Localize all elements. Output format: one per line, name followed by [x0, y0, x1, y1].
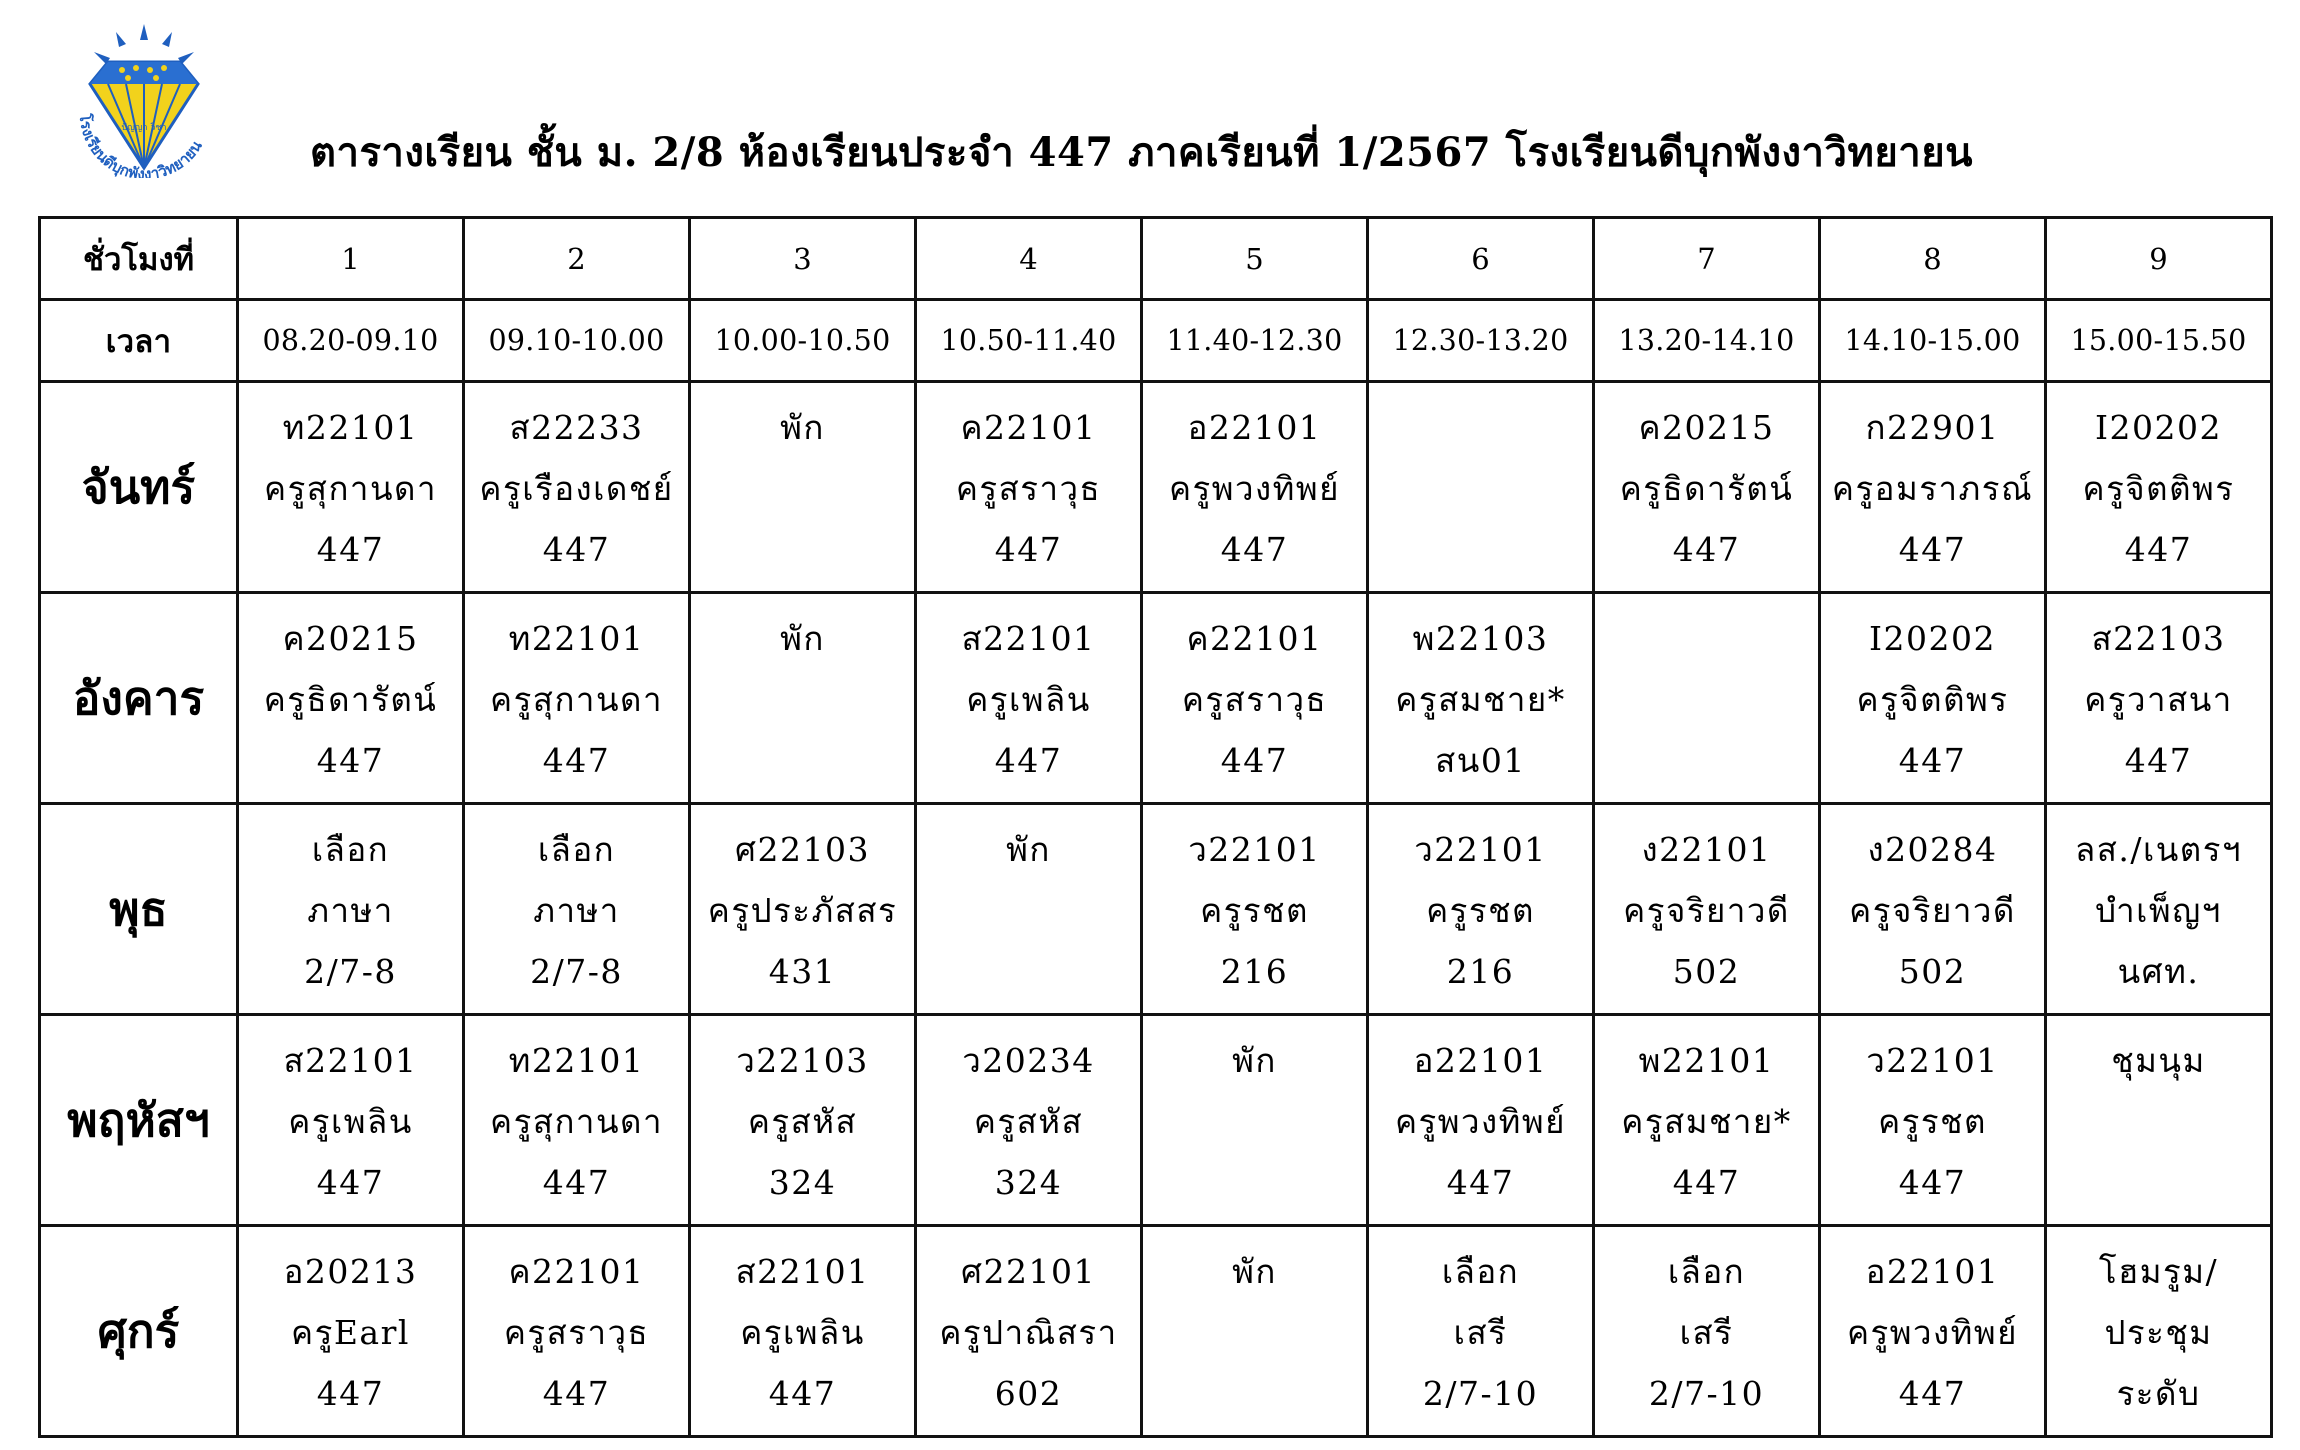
- period-number: 7: [1594, 218, 1820, 300]
- day-row: [40, 1226, 2272, 1437]
- slot-line-teacher: ครูสุกานดา: [264, 469, 437, 508]
- day-name: จันทร์: [40, 382, 238, 593]
- class-slot: [238, 1015, 464, 1226]
- slot-line-teacher: เสรี: [1679, 1313, 1734, 1352]
- slot-line-teacher: ครูสราวุธ: [955, 469, 1102, 508]
- slot-line-subject: อ22101: [1187, 408, 1322, 447]
- empty-slot: [1368, 382, 1594, 593]
- day-name: อังคาร: [40, 593, 238, 804]
- period-time: 10.00-10.50: [690, 300, 916, 382]
- slot-line-subject: ง20284: [1867, 830, 1998, 869]
- slot-line-subject: ส22103: [2091, 619, 2226, 658]
- slot-line-teacher: ครูสุกานดา: [490, 680, 663, 719]
- class-slot: [464, 382, 690, 593]
- class-slot: [1820, 593, 2046, 804]
- slot-line-teacher: ครูเพลิน: [288, 1102, 413, 1141]
- slot-line-teacher: ครูพวงทิพย์: [1394, 1102, 1567, 1141]
- slot-line-subject: ว22101: [1414, 830, 1547, 869]
- slot-line-subject: ว22101: [1188, 830, 1321, 869]
- period-number: 1: [238, 218, 464, 300]
- slot-line-room: 447: [542, 1374, 611, 1413]
- class-slot: [1368, 593, 1594, 804]
- slot-line-subject: โฮมรูม/: [2098, 1252, 2219, 1291]
- slot-line-room: ระดับ: [2116, 1374, 2201, 1413]
- slot-line-room: 447: [2124, 530, 2193, 569]
- slot-line-room: 447: [316, 1163, 385, 1202]
- slot-line-room: 447: [1898, 1163, 1967, 1202]
- slot-line-teacher: ครูเพลิน: [740, 1313, 865, 1352]
- class-slot: [916, 593, 1142, 804]
- slot-line-room: 447: [1898, 1374, 1967, 1413]
- slot-line-subject: อ22101: [1413, 1041, 1548, 1080]
- class-slot: [1594, 1226, 1820, 1437]
- slot-line-teacher: ครูEarl: [291, 1313, 410, 1352]
- slot-line-room: 502: [1672, 952, 1741, 991]
- slot-line-subject: ส22101: [283, 1041, 418, 1080]
- slot-line-subject: ค22101: [960, 408, 1097, 447]
- slot-line-room: 324: [768, 1163, 837, 1202]
- day-row: [40, 593, 2272, 804]
- class-slot: [1142, 1226, 1368, 1437]
- slot-line-subject: พัก: [1232, 1041, 1277, 1080]
- slot-line-subject: พัก: [1006, 830, 1051, 869]
- class-slot: [464, 1015, 690, 1226]
- slot-line-room: นศท.: [2117, 952, 2200, 991]
- class-slot: [690, 382, 916, 593]
- slot-line-teacher: ครูจิตติพร: [1856, 680, 2009, 719]
- slot-line-subject: ค20215: [282, 619, 419, 658]
- slot-line-teacher: ครูรชต: [1200, 891, 1309, 930]
- day-row: [40, 382, 2272, 593]
- period-number: 4: [916, 218, 1142, 300]
- slot-line-teacher: เสรี: [1453, 1313, 1508, 1352]
- class-slot: [464, 804, 690, 1015]
- slot-line-subject: ท22101: [508, 1041, 645, 1080]
- logo-motto: ปัญญา วิชา: [121, 123, 167, 133]
- period-time: 15.00-15.50: [2046, 300, 2272, 382]
- class-slot: [1368, 1226, 1594, 1437]
- slot-line-teacher: ครูสมชาย*: [1395, 680, 1566, 719]
- day-name: พุธ: [40, 804, 238, 1015]
- class-slot: [1820, 1015, 2046, 1226]
- slot-line-teacher: ประชุม: [2104, 1313, 2213, 1352]
- class-slot: [916, 1015, 1142, 1226]
- class-slot: [1594, 804, 1820, 1015]
- logo-school-name: โรงเรียนดีบุกพังงาวิทยายน: [75, 113, 206, 178]
- day-name: ศุกร์: [40, 1226, 238, 1437]
- class-slot: [2046, 382, 2272, 593]
- slot-line-room: 447: [1672, 1163, 1741, 1202]
- slot-line-room: 431: [768, 952, 837, 991]
- class-slot: [1142, 593, 1368, 804]
- diamond-emblem-icon: [52, 18, 222, 178]
- slot-line-room: 216: [1446, 952, 1515, 991]
- slot-line-teacher: ครูธิดารัตน์: [1619, 469, 1794, 508]
- slot-line-subject: ส22101: [961, 619, 1096, 658]
- slot-line-room: 2/7-10: [1648, 1374, 1765, 1413]
- slot-line-subject: ว22103: [736, 1041, 869, 1080]
- period-number: 8: [1820, 218, 2046, 300]
- slot-line-room: 447: [1220, 741, 1289, 780]
- slot-line-teacher: ครูจริยาวดี: [1849, 891, 2016, 930]
- slot-line-subject: พ22103: [1412, 619, 1549, 658]
- slot-line-teacher: ครูสหัส: [973, 1102, 1084, 1141]
- slot-line-room: 447: [768, 1374, 837, 1413]
- class-slot: [1820, 1226, 2046, 1437]
- slot-line-room: 447: [316, 741, 385, 780]
- slot-line-room: 2/7-8: [304, 952, 397, 991]
- slot-line-subject: ศ22103: [735, 830, 870, 869]
- class-slot: [1142, 1015, 1368, 1226]
- slot-line-subject: ว20234: [962, 1041, 1095, 1080]
- class-slot: [1368, 1015, 1594, 1226]
- period-time: 12.30-13.20: [1368, 300, 1594, 382]
- page-title: ตารางเรียน ชั้น ม. 2/8 ห้องเรียนประจำ 447 ภาคเรียนที่ 1/2567 โรงเรียนดีบุกพังงาวิทยายน: [310, 129, 1974, 176]
- class-slot: [1594, 1015, 1820, 1226]
- slot-line-subject: เลือก: [537, 830, 616, 869]
- class-slot: [690, 1226, 916, 1437]
- slot-line-room: 447: [542, 741, 611, 780]
- slot-line-room: 447: [1898, 741, 1967, 780]
- slot-line-subject: เลือก: [1667, 1252, 1746, 1291]
- period-header-row: [40, 218, 2272, 300]
- slot-line-teacher: ครูเพลิน: [966, 680, 1091, 719]
- class-slot: [690, 804, 916, 1015]
- slot-line-teacher: ครูธิดารัตน์: [263, 680, 438, 719]
- slot-line-subject: ท22101: [508, 619, 645, 658]
- slot-line-room: สน01: [1435, 741, 1526, 780]
- slot-line-subject: ค22101: [508, 1252, 645, 1291]
- slot-line-subject: อ22101: [1865, 1252, 2000, 1291]
- period-label: ชั่วโมงที่: [40, 218, 238, 300]
- slot-line-subject: ส22101: [735, 1252, 870, 1291]
- slot-line-subject: ศ22101: [961, 1252, 1096, 1291]
- class-slot: [1142, 804, 1368, 1015]
- day-name: พฤหัสฯ: [40, 1015, 238, 1226]
- period-number: 5: [1142, 218, 1368, 300]
- period-time: 09.10-10.00: [464, 300, 690, 382]
- class-slot: [238, 382, 464, 593]
- slot-line-teacher: ภาษา: [307, 891, 394, 930]
- slot-line-subject: ลส./เนตรฯ: [2075, 830, 2242, 869]
- slot-line-teacher: ครูสราวุธ: [1181, 680, 1328, 719]
- slot-line-teacher: ครูสมชาย*: [1621, 1102, 1792, 1141]
- class-slot: [916, 1226, 1142, 1437]
- slot-line-subject: I20202: [2094, 408, 2222, 447]
- period-time: 13.20-14.10: [1594, 300, 1820, 382]
- slot-line-subject: เลือก: [311, 830, 390, 869]
- slot-line-subject: ชุมนุม: [2111, 1041, 2206, 1080]
- class-slot: [690, 593, 916, 804]
- period-time: 08.20-09.10: [238, 300, 464, 382]
- slot-line-teacher: ครูประภัสสร: [707, 891, 898, 930]
- class-slot: [916, 382, 1142, 593]
- time-label: เวลา: [40, 300, 238, 382]
- class-slot: [1820, 382, 2046, 593]
- day-row: [40, 1015, 2272, 1226]
- slot-line-teacher: ครูจิตติพร: [2082, 469, 2235, 508]
- period-number: 6: [1368, 218, 1594, 300]
- slot-line-teacher: ครูสุกานดา: [490, 1102, 663, 1141]
- slot-line-teacher: ครูสราวุธ: [503, 1313, 650, 1352]
- slot-line-teacher: ครูปาณิสรา: [939, 1313, 1118, 1352]
- slot-line-teacher: ครูอมราภรณ์: [1831, 469, 2034, 508]
- class-slot: [1820, 804, 2046, 1015]
- class-slot: [464, 1226, 690, 1437]
- slot-line-teacher: ครูรชต: [1426, 891, 1535, 930]
- day-row: [40, 804, 2272, 1015]
- slot-line-room: 447: [994, 530, 1063, 569]
- slot-line-room: 602: [994, 1374, 1063, 1413]
- timetable: [38, 216, 2273, 1438]
- slot-line-room: 447: [1672, 530, 1741, 569]
- slot-line-subject: ค20215: [1638, 408, 1775, 447]
- slot-line-teacher: ครูพวงทิพย์: [1168, 469, 1341, 508]
- class-slot: [2046, 1015, 2272, 1226]
- period-number: 3: [690, 218, 916, 300]
- slot-line-subject: ง22101: [1641, 830, 1772, 869]
- slot-line-teacher: ครูเรืองเดชย์: [479, 469, 674, 508]
- slot-line-room: 2/7-8: [530, 952, 623, 991]
- class-slot: [1142, 382, 1368, 593]
- period-time: 14.10-15.00: [1820, 300, 2046, 382]
- class-slot: [2046, 804, 2272, 1015]
- slot-line-room: 447: [542, 530, 611, 569]
- period-number: 2: [464, 218, 690, 300]
- class-slot: [464, 593, 690, 804]
- slot-line-room: 447: [1220, 530, 1289, 569]
- slot-line-subject: I20202: [1868, 619, 1996, 658]
- slot-line-subject: ก22901: [1865, 408, 2000, 447]
- slot-line-room: 447: [994, 741, 1063, 780]
- slot-line-subject: ว22101: [1866, 1041, 1999, 1080]
- slot-line-subject: เลือก: [1441, 1252, 1520, 1291]
- slot-line-subject: พัก: [780, 408, 825, 447]
- period-time: 10.50-11.40: [916, 300, 1142, 382]
- class-slot: [238, 593, 464, 804]
- slot-line-teacher: ภาษา: [533, 891, 620, 930]
- slot-line-teacher: บำเพ็ญฯ: [2095, 891, 2222, 930]
- class-slot: [2046, 1226, 2272, 1437]
- slot-line-teacher: ครูสหัส: [747, 1102, 858, 1141]
- slot-line-room: 447: [2124, 741, 2193, 780]
- slot-line-room: 447: [316, 1374, 385, 1413]
- class-slot: [2046, 593, 2272, 804]
- slot-line-room: 447: [542, 1163, 611, 1202]
- slot-line-subject: พัก: [780, 619, 825, 658]
- slot-line-room: 324: [994, 1163, 1063, 1202]
- slot-line-teacher: ครูวาสนา: [2084, 680, 2233, 719]
- class-slot: [1368, 804, 1594, 1015]
- slot-line-room: 216: [1220, 952, 1289, 991]
- class-slot: [1594, 382, 1820, 593]
- class-slot: [916, 804, 1142, 1015]
- slot-line-subject: ท22101: [282, 408, 419, 447]
- slot-line-room: 2/7-10: [1422, 1374, 1539, 1413]
- period-time: 11.40-12.30: [1142, 300, 1368, 382]
- time-header-row: [40, 300, 2272, 382]
- slot-line-teacher: ครูจริยาวดี: [1623, 891, 1790, 930]
- class-slot: [238, 804, 464, 1015]
- class-slot: [690, 1015, 916, 1226]
- slot-line-room: 447: [1898, 530, 1967, 569]
- slot-line-subject: ค22101: [1186, 619, 1323, 658]
- slot-line-room: 447: [316, 530, 385, 569]
- slot-line-subject: อ20213: [283, 1252, 418, 1291]
- period-number: 9: [2046, 218, 2272, 300]
- slot-line-subject: พ22101: [1638, 1041, 1775, 1080]
- empty-slot: [1594, 593, 1820, 804]
- class-slot: [238, 1226, 464, 1437]
- slot-line-teacher: ครูรชต: [1878, 1102, 1987, 1141]
- slot-line-room: 447: [1446, 1163, 1515, 1202]
- slot-line-room: 502: [1898, 952, 1967, 991]
- slot-line-subject: ส22233: [509, 408, 644, 447]
- slot-line-teacher: ครูพวงทิพย์: [1846, 1313, 2019, 1352]
- school-logo: [52, 18, 222, 178]
- slot-line-subject: พัก: [1232, 1252, 1277, 1291]
